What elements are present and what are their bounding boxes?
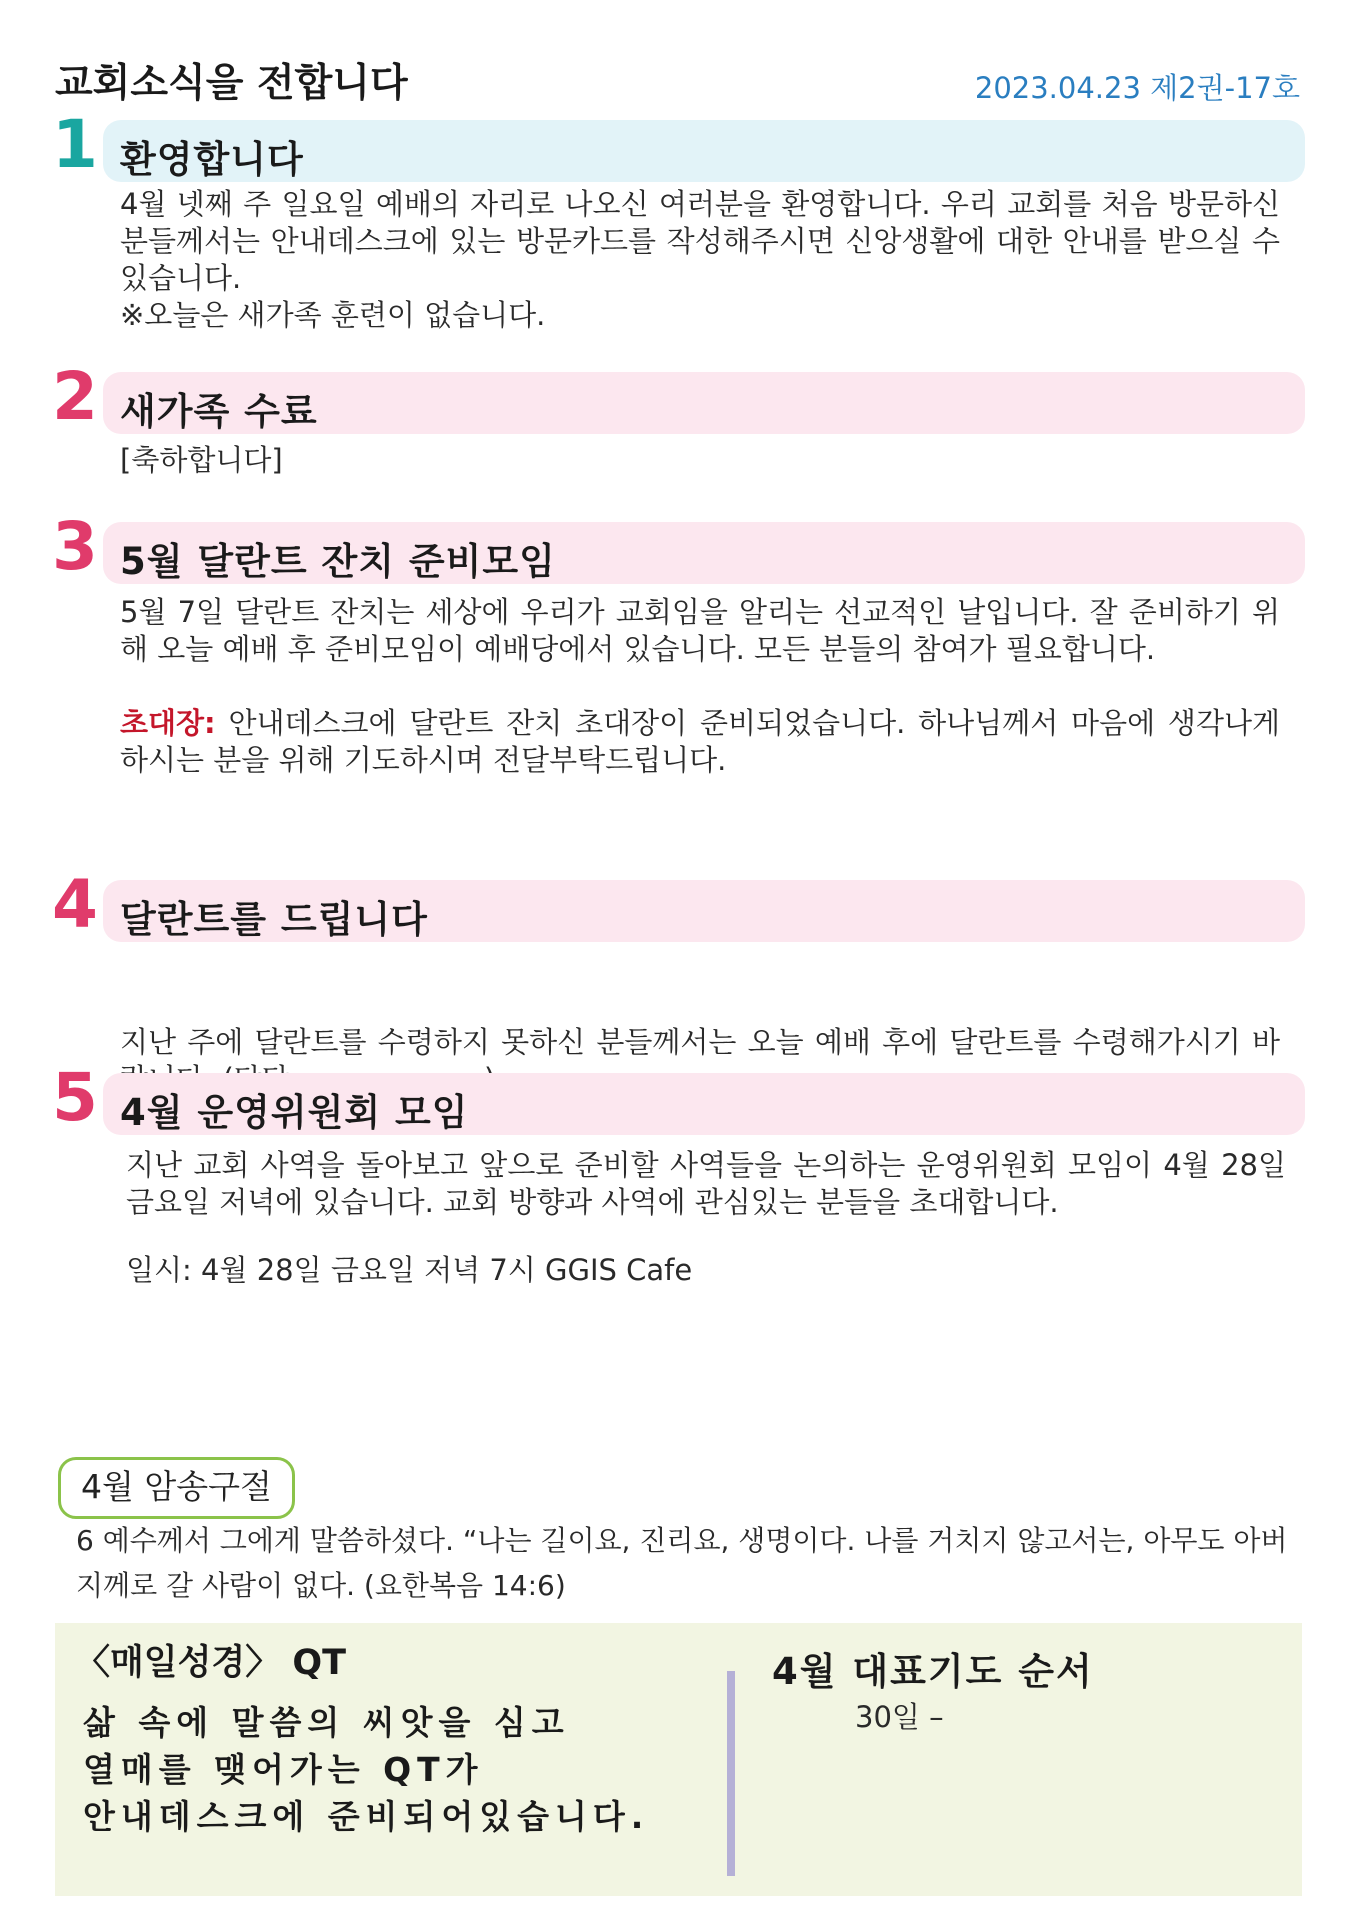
section-body (120, 594, 1280, 779)
section-number: 1 (52, 106, 98, 183)
invitation-note (120, 705, 1280, 779)
section-body (120, 442, 1280, 479)
page-title: 교회소식을 전합니다 (55, 61, 408, 106)
section-title: 새가족 수료 (120, 390, 318, 433)
section-number: 3 (52, 508, 98, 585)
memory-verse-text: 6 예수께서 그에게 말씀하셨다. “나는 길이요, 진리요, 생명이다. 나를 거치지 않고서는, 아무도 아버지께로 갈 사람이 없다. (요한복음 14:6) (76, 1524, 1288, 1602)
prayer-title: 4월 대표기도 순서 (772, 1650, 1094, 1693)
qt-title: 〈매일성경〉 QT (75, 1643, 347, 1683)
section-title: 달란트를 드립니다 (120, 898, 428, 941)
body-paragraph: [축하합니다] (120, 443, 283, 477)
qt-prayer-box (55, 1623, 1302, 1896)
memory-verse-label: 4월 암송구절 (58, 1457, 295, 1519)
section-title: 5월 달란트 잔치 준비모임 (120, 540, 556, 583)
meeting-detail: 일시: 4월 28일 금요일 저녁 7시 GGIS Cafe (126, 1253, 693, 1287)
prayer-item: 30일 – (855, 1700, 944, 1734)
section-body (120, 186, 1280, 334)
section-number: 4 (52, 866, 98, 943)
issue-date: 2023.04.23 제2권-17호 (974, 71, 1300, 105)
qt-body (83, 1699, 649, 1840)
body-paragraph: 지난 주에 달란트를 수령하지 못하신 분들께서는 오늘 예배 후에 달란트를 수령해가시기 바 (120, 1025, 1280, 1059)
invitation-label: 초대장: (120, 706, 216, 740)
section-number: 2 (52, 358, 98, 435)
body-paragraph: 5월 7일 달란트 잔치는 세상에 우리가 교회임을 알리는 선교적인 날입니다. 잘 준비하기 위해 오늘 예배 후 준비모임이 예배당에서 있습니다. 모든 분들의 참여가 필요합니다. (120, 595, 1280, 666)
section-body (120, 950, 1280, 1172)
body-paragraph: 4월 넷째 주 일요일 예배의 자리로 나오신 여러분을 환영합니다. 우리 교회를 처음 방문하신 분들께서는 안내데스크에 있는 방문카드를 작성해주시면 신앙생활에 대한 안내를 받으실 수 있습니다. (120, 187, 1280, 295)
qt-line: 열매를 맺어가는 QT가 (83, 1750, 484, 1789)
invitation-text: 안내데스크에 달란트 잔치 초대장이 준비되었습니다. 하나님께서 마음에 생각나게 하시는 분을 위해 기도하시며 전달부탁드립니다. (120, 706, 1280, 777)
section-body (126, 1147, 1286, 1289)
column-divider (727, 1671, 735, 1876)
section-title: 4월 운영위원회 모임 (120, 1091, 469, 1134)
qt-line: 삶 속에 말씀의 씨앗을 심고 (83, 1703, 570, 1742)
body-paragraph: 지난 교회 사역을 돌아보고 앞으로 준비할 사역들을 논의하는 운영위원회 모임이 4월 28일 금요일 저녁에 있습니다. 교회 방향과 사역에 관심있는 분들을 초대합니다. (126, 1148, 1286, 1219)
section-number: 5 (52, 1059, 98, 1136)
body-note: ※오늘은 새가족 훈련이 없습니다. (120, 298, 546, 332)
section-title: 환영합니다 (120, 138, 304, 181)
qt-line: 안내데스크에 준비되어있습니다. (83, 1797, 650, 1836)
